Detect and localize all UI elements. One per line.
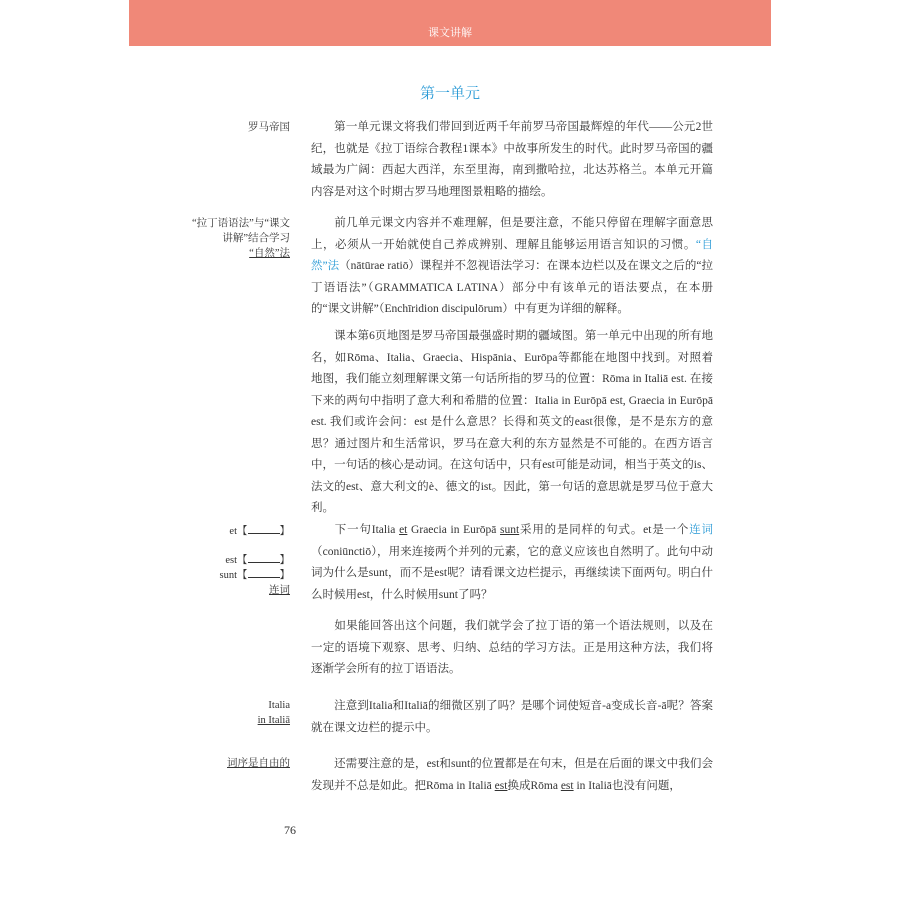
paragraph-2-natural: “自然”法 bbox=[311, 238, 713, 272]
et-label: et【 bbox=[229, 526, 248, 537]
paragraph-3 bbox=[311, 326, 713, 520]
margin-note-rome: 罗马帝国 bbox=[248, 122, 290, 133]
sunt-label: sunt【 bbox=[219, 570, 248, 581]
paragraph-2-text-b: （nātūrae ratiō）课程并不忽视语法学习：在课本边栏以及在课文之后的“拉丁语语法”（GRAMMATICA LATINA）部分中有该单元的语法要点，在本册的“课文讲解”（Enchīridion discipulōrum）中有更为详细的解释。 bbox=[311, 260, 713, 315]
paragraph-2-text-a: 前几单元课文内容并不难理解，但是要注意，不能只停留在理解字面意思上，必须从一开始就使自己养成辨别、理解且能够运用语言知识的习惯。 bbox=[311, 217, 713, 251]
paragraph-5-text: 如果能回答出这个问题，我们就学会了拉丁语的第一个语法规则，以及在一定的语境下观察、思考、归纳、总结的学习方法。正是用这种方法，我们将逐渐学会所有的拉丁语语法。 bbox=[311, 620, 713, 675]
paragraph-4-text-c: 采用的是同样的句式。et是一个 bbox=[519, 524, 690, 536]
margin-note-italia bbox=[258, 698, 290, 728]
paragraph-7 bbox=[311, 754, 713, 797]
paragraph-7-est-2: est bbox=[560, 779, 574, 792]
paragraph-7-text-a: 还需要注意的是，est和sunt的位置都是在句末，但是在后面的课文中我们会发现并不总是如此。把Rōma in Italiā bbox=[311, 758, 713, 792]
margin-word-order: 词序是自由的 bbox=[227, 758, 290, 769]
header-title: 课文讲解 bbox=[428, 26, 472, 39]
paragraph-4-text-b: Graecia in Eurōpā bbox=[407, 524, 501, 536]
margin-in-italia: in Italiā bbox=[257, 715, 290, 726]
margin-italia: Italia bbox=[268, 700, 290, 711]
margin-note-word-order bbox=[227, 756, 290, 771]
et-bracket-close: 】 bbox=[279, 526, 290, 537]
margin-note-combine bbox=[192, 216, 290, 261]
paragraph-6-text: 注意到Italia和Italiā的细微区别了吗？是哪个词使短音-a变成长音-ā呢？答案就在课文边栏的提示中。 bbox=[311, 700, 713, 734]
paragraph-6 bbox=[311, 696, 713, 739]
paragraph-7-text-b: 换成Rōma bbox=[507, 779, 561, 792]
unit-title: 第一单元 bbox=[419, 84, 480, 102]
header-band bbox=[129, 0, 771, 46]
margin-note-est-sunt bbox=[219, 553, 290, 598]
paragraph-7-est-1: est bbox=[494, 779, 508, 792]
est-blank bbox=[248, 553, 280, 563]
paragraph-4 bbox=[311, 520, 713, 606]
paragraph-2 bbox=[311, 213, 713, 321]
paragraph-7-text-c: in Italiā也没有问题， bbox=[573, 779, 681, 792]
paragraph-4-lianci: 连词 bbox=[689, 524, 713, 536]
margin-note-natural: “自然”法 bbox=[249, 248, 290, 259]
paragraph-5 bbox=[311, 616, 713, 681]
page-number: 76 bbox=[284, 823, 296, 837]
paragraph-1-text: 第一单元课文将我们带回到近两千年前罗马帝国最辉煌的年代——公元2世纪，也就是《拉丁语综合教程1课本》中故事所发生的时代。此时罗马帝国的疆域最为广阔：西起大西洋，东至里海，南到撒哈拉，北达苏格兰。本单元开篇内容是对这个时期古罗马地理图景粗略的描绘。 bbox=[311, 121, 713, 198]
et-blank bbox=[248, 524, 280, 534]
margin-note-combine-line1: “拉丁语语法”与“课文 bbox=[192, 218, 290, 229]
sunt-bracket-close: 】 bbox=[279, 570, 290, 581]
paragraph-3-text: 课本第6页地图是罗马帝国最强盛时期的疆域图。第一单元中出现的所有地名，如Rōma、Italia、Graecia、Hispānia、Eurōpa等都能在地图中找到。对照着地图，我们能立刻理解课文第一句话所指的罗马的位置：Rōma in Italiā est. 在接下来的两句中指明了意大利和希腊的位置：Italia in Eurōpā est, Graecia in Eurōpā est. 我们或许会问：est 是什么意思？长得和英文的east很像，是不是东方的意思？通过图片和生活常识，罗马在意大利的东方显然是不可能的。在西方语言中，一句话的核心是动词。在这句话中，只有est可能是动词，相当于英文的is、法文的est、意大利文的è、德文的ist。因此，第一句话的意思就是罗马位于意大利。 bbox=[311, 330, 713, 514]
paragraph-4-text-a: 下一句Italia bbox=[334, 524, 400, 536]
sunt-blank bbox=[248, 568, 280, 578]
margin-note-combine-line2: 讲解”结合学习 bbox=[222, 233, 290, 244]
margin-note-lianci: 连词 bbox=[269, 585, 290, 596]
paragraph-4-sunt: sunt bbox=[500, 524, 520, 536]
paragraph-4-text-d: （coniūnctiō），用来连接两个并列的元素，它的意义应该也自然明了。此句中动词为什么是sunt，而不是est呢？请看课文边栏提示，再继续读下面两句。明白什么时候用est，什么时候用sunt了吗？ bbox=[311, 545, 713, 601]
paragraph-4-et: et bbox=[399, 524, 408, 536]
est-label: est【 bbox=[225, 555, 248, 566]
est-bracket-close: 】 bbox=[279, 555, 290, 566]
margin-note-et bbox=[229, 524, 290, 539]
paragraph-1 bbox=[311, 117, 713, 203]
